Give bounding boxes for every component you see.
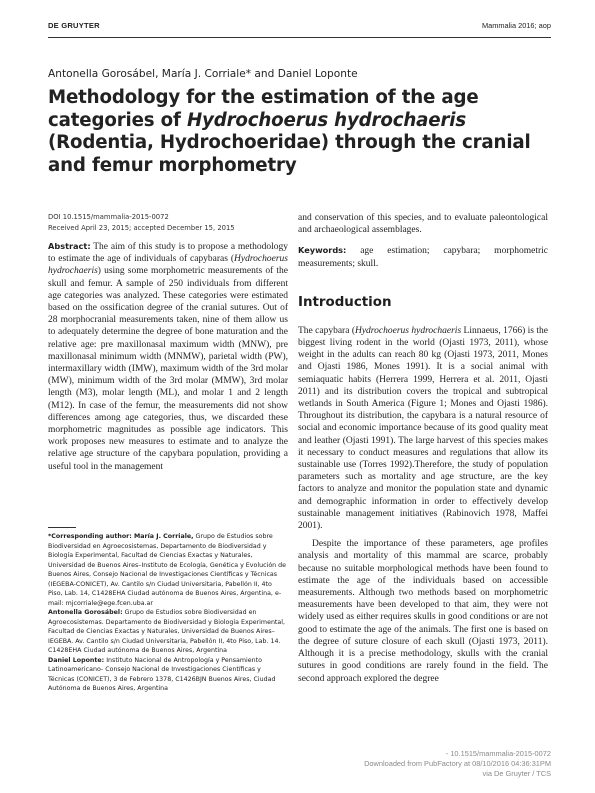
keywords [298,244,548,269]
affiliation-note [48,532,288,608]
article-title [48,87,568,177]
abstract-species: Hydrochoerus hydrochaeris [48,254,288,277]
doi-link[interactable]: DOI 10.1515/mammalia-2015-0072 [48,213,169,221]
title-line: Methodology for the estimation of the age [48,87,479,108]
journal-citation: Mammalia 2016; aop [481,21,551,30]
abstract-text: ) using some morphometric measurements of the skull and femur. A sample of 250 individuals from different age categories was analyzed. These categories were estimated based on the ossification degree of the cranial sutures. Out of 28 morphocranial measurements taken, nine of them allow us to adequately determine the degree of bone maturation and the relative age: pre maxillonasal maximum width (MNW), pre maxillonasal minimum width (MNMW), parietal width (PW), intermaxillary width (IMW), maximum width of the 3rd molar (MW), minimum width of the 3rd molar (MMW), 3rd molar length (M3), molar length (ML), and molar 1 and 2 length (M12). In case of the femur, the measurements did not show differences among age categories, thus, we discarded these morphometric magnitudes as possible age indicators. This work proposes new measures to estimate and to analyze the relative age structure of the capybara population, providing a useful tool in the management [48,266,288,472]
paragraph-species: Hydrochoerus hydrochaeris [354,325,462,336]
footer-doi: - 10.1515/mammalia-2015-0072 [445,749,551,758]
affiliation-note [48,608,288,656]
article-meta [48,212,288,233]
affiliation-text: Grupo de Estudios sobre Biodiversidad en Agroecosistemas, Departamento de Biodiversidad y Biología Experimental, Facultad de Ciencias Exactas y Naturales, Universidad de Buenos Aires–Instituto de Ecología, Genética y Evolución de Buenos Aires, Consejo Nacional de Investigaciones Científicas y Técnicas (IEGEBA-CONICET), Av. Cantilo s/n Ciudad Universitaria, Pabellón II, 4to Piso, Lab. 14, C1428EHA Ciudad autónoma de Buenos Aires, Argentina, e-mail: mjcorriale@ege.fcen.uba.ar [48,533,287,607]
footnote-divider [48,527,76,528]
body-paragraph [298,325,548,532]
author-affiliations [48,532,288,694]
footer-source: via De Gruyter / TCS [482,769,551,778]
title-text: categories of [48,109,187,131]
keywords-text: age estimation; capybara; morphometric measurements; skull. [298,246,548,269]
abstract-continued: and conservation of this species, and to evaluate paleontological and archaeological assemblages. [298,213,548,236]
author-list: Antonella Gorosábel, María J. Corriale* and Daniel Loponte [48,68,358,80]
affiliation-author: Daniel Loponte: [48,656,105,664]
footer-download-info: Downloaded from PubFactory at 08/10/2016 04:36:31PM [364,759,551,768]
section-heading-introduction: Introduction [298,294,392,310]
affiliation-note [48,656,288,694]
affiliation-author: *Corresponding author: María J. Corriale, [48,533,194,540]
body-paragraph: Despite the importance of these parameters, age profiles analysis and mortality of this mammal are scarce, probably because no suitable morphological methods have been found to estimate the age of the individuals based on accessible measurements. Although two methods based on morphometric measurements have been developed to that aim, they were not widely used as either requires skulls in good conditions or are not good to estimate the age of the animals. The first one is based on the degree of suture closure of each skull (Ojasti 1973, 2011). Although it is a precise methodology, skulls with the cranial sutures in good conditions are rarely found in the field. The second approach explored the degree [298,539,548,684]
publisher-name: DE GRUYTER [48,21,100,30]
keywords-label: Keywords: [298,245,347,256]
abstract-text: The aim of this study is to propose a methodology to estimate the age of individuals of capybaras ( [48,242,288,265]
abstract-label: Abstract: [48,241,91,251]
title-line: (Rodentia, Hydrochoeridae) through the cranial [48,132,531,154]
introduction-body [298,325,548,685]
affiliation-text: Grupo de Estudios sobre Biodiversidad en Agroecosistemas. Departamento de Biodiversidad y Biología Experimental, Facultad de Ciencias Exactas y Naturales, Universidad de Buenos Aires–IEGEBA. Av. Cantilo s/n Ciudad Universitaria, Pabellón II, 4to Piso, Lab. 14. C1428EHA Ciudad autónoma de Buenos Aires, Argentina [48,609,286,654]
affiliation-text: Instituto Nacional de Antropología y Pensamiento Latinoamericano- Consejo Nacional de Investigaciones Científicas y Técnicas (CONICET), 3 de Febrero 1378, C1426BJN Buenos Aires, Ciudad Autónoma de Buenos Aires, Argentina [48,656,276,692]
paragraph-text: Linnaeus, 1766) is the biggest living rodent in the world (Ojasti 1973, 2011), whose weight in the adults can reach 80 kg (Ojasti 1973, 2011, Mones and Ojasti 1986, Mones 1991). It is a social animal with semiaquatic habits (Herrera 1999, Herrera et al. 2011, Ojasti 2011) and its distribution covers the tropical and subtropical wetlands in South America (Figure 1; Mones and Ojasti 1986). Throughout its distribution, the capybara is a natural resource of social and economic importance because of its good quality meat and leather (Ojasti 1991). The large harvest of this species makes it necessary to conduct measures and regulations that allow its sustainable use (Torres 1992).Therefore, the study of population parameters such as mortality and age structure, are the key factors to analyze and monitor the population state and dynamic and demographic information in order to effectively develop sustainable management initiatives (Rabinovich 1978, Maffei 2001). [298,325,548,532]
title-species: Hydrochoerus hydrochaeris [186,109,467,131]
abstract [48,240,288,473]
affiliation-author: Antonella Gorosábel: [48,609,123,616]
received-dates: Received April 23, 2015; accepted December 15, 2015 [48,223,235,232]
title-line: and femur morphometry [48,154,297,176]
running-header [48,21,551,38]
paragraph-text: The capybara ( [298,325,355,336]
download-footer [291,749,551,779]
right-column [298,212,548,685]
title-line [48,110,568,133]
